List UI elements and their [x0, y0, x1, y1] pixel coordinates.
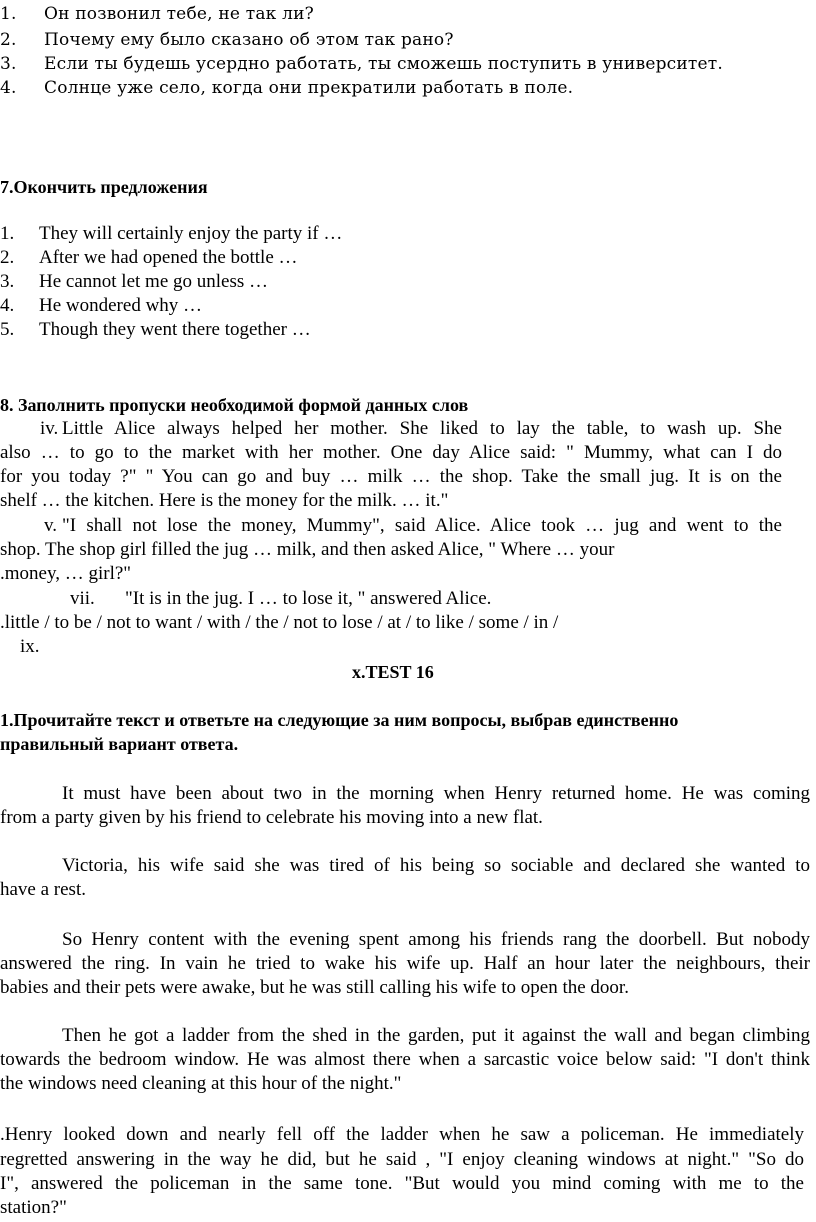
- paragraph-line: Victoria, his wife said she was tired of his being so sociable and declared she wanted to: [62, 855, 810, 876]
- task-line: правильный вариант ответа.: [0, 734, 239, 754]
- item-number: 5.: [0, 319, 15, 340]
- paragraph-line: from a party given by his friend to celebrate his moving into a new flat.: [0, 807, 543, 828]
- paragraph-line: "I shall not lose the money, Mummy", said Alice. Alice took … jug and went to the: [62, 515, 782, 536]
- item-number: 2.: [0, 30, 17, 50]
- item-text: He wondered why …: [39, 295, 203, 316]
- item-number: 1.: [0, 223, 15, 244]
- paragraph-line: So Henry content with the evening spent among his friends rang the doorbell. But nobody: [62, 929, 810, 950]
- item-text: Почему ему было сказано об этом так рано?: [44, 30, 454, 50]
- paragraph-marker: iv.: [40, 418, 59, 439]
- paragraph-line: shop. The shop girl filled the jug … milk, and then asked Alice, " Where … your: [0, 539, 615, 560]
- item-number: 3.: [0, 54, 17, 74]
- list-item: [0, 76, 574, 100]
- paragraph-line: .Henry looked down and nearly fell off the ladder when he saw a policeman. He immediately: [0, 1124, 804, 1145]
- list-item: [0, 318, 311, 342]
- list-item: [0, 52, 724, 76]
- list-marker: ix.: [20, 636, 40, 657]
- item-number: 3.: [0, 271, 15, 292]
- paragraph-line: answered the ring. In vain he tried to wake his wife up. Half an hour later the neighbours, their: [0, 953, 810, 974]
- item-text: Он позвонил тебе, не так ли?: [44, 4, 314, 24]
- paragraph-line: It must have been about two in the morning when Henry returned home. He was coming: [62, 783, 810, 804]
- paragraph-line: babies and their pets were awake, but he was still calling his wife to open the door.: [0, 977, 629, 998]
- item-text: He cannot let me go unless …: [39, 271, 269, 292]
- item-text: After we had opened the bottle …: [39, 247, 298, 268]
- item-number: 4.: [0, 78, 17, 98]
- paragraph-line: Little Alice always helped her mother. She liked to lay the table, to wash up. She: [62, 418, 782, 439]
- paragraph-line: station?": [0, 1197, 67, 1218]
- paragraph-line: I", answered the policeman in the same tone. "But would you mind coming with me to the: [0, 1173, 804, 1194]
- paragraph-line: regretted answering in the way he did, but he said , "I enjoy cleaning windows at night." "So do: [0, 1149, 804, 1170]
- list-item: [0, 270, 269, 294]
- list-item: [0, 28, 454, 52]
- item-text: Солнце уже село, когда они прекратили работать в поле.: [44, 78, 574, 98]
- paragraph-line: .money, … girl?": [0, 563, 132, 584]
- paragraph-line: "It is in the jug. I … to lose it, " answered Alice.: [125, 588, 492, 609]
- list-item: [0, 246, 298, 270]
- item-number: 2.: [0, 247, 15, 268]
- paragraph-marker: vii.: [70, 588, 95, 609]
- word-bank: .little / to be / not to want / with / the / not to lose / at / to like / some / in /: [0, 612, 559, 633]
- paragraph-line: shelf … the kitchen. Here is the money for the milk. … it.": [0, 490, 449, 511]
- paragraph-line: also … to go to the market with her mother. One day Alice said: " Mummy, what can I do: [0, 442, 782, 463]
- item-text: Though they went there together …: [39, 319, 311, 340]
- list-item: [0, 222, 343, 246]
- item-number: 1.: [0, 4, 17, 24]
- paragraph-line: towards the bedroom window. He was almost there when a sarcastic voice below said: "I don't think: [0, 1049, 810, 1070]
- item-number: 4.: [0, 295, 15, 316]
- list-item: [0, 2, 314, 26]
- paragraph-line: Then he got a ladder from the shed in the garden, put it against the wall and began climbing: [62, 1025, 810, 1046]
- paragraph-line: for you today ?" " You can go and buy … milk … the shop. Take the small jug. It is on the: [0, 466, 782, 487]
- item-text: Если ты будешь усердно работать, ты сможешь поступить в университет.: [44, 54, 724, 74]
- section-7-heading: 7.Окончить предложения: [0, 177, 208, 197]
- item-text: They will certainly enjoy the party if …: [39, 223, 343, 244]
- paragraph-line: the windows need cleaning at this hour of the night.": [0, 1073, 402, 1094]
- paragraph-line: have a rest.: [0, 879, 86, 900]
- test-title: x.TEST 16: [352, 662, 434, 682]
- paragraph-marker: v.: [44, 515, 58, 536]
- task-line: 1.Прочитайте текст и ответьте на следующие за ним вопросы, выбрав единственно: [0, 710, 679, 730]
- section-8-heading: 8. Заполнить пропуски необходимой формой данных слов: [0, 395, 469, 415]
- list-item: [0, 294, 203, 318]
